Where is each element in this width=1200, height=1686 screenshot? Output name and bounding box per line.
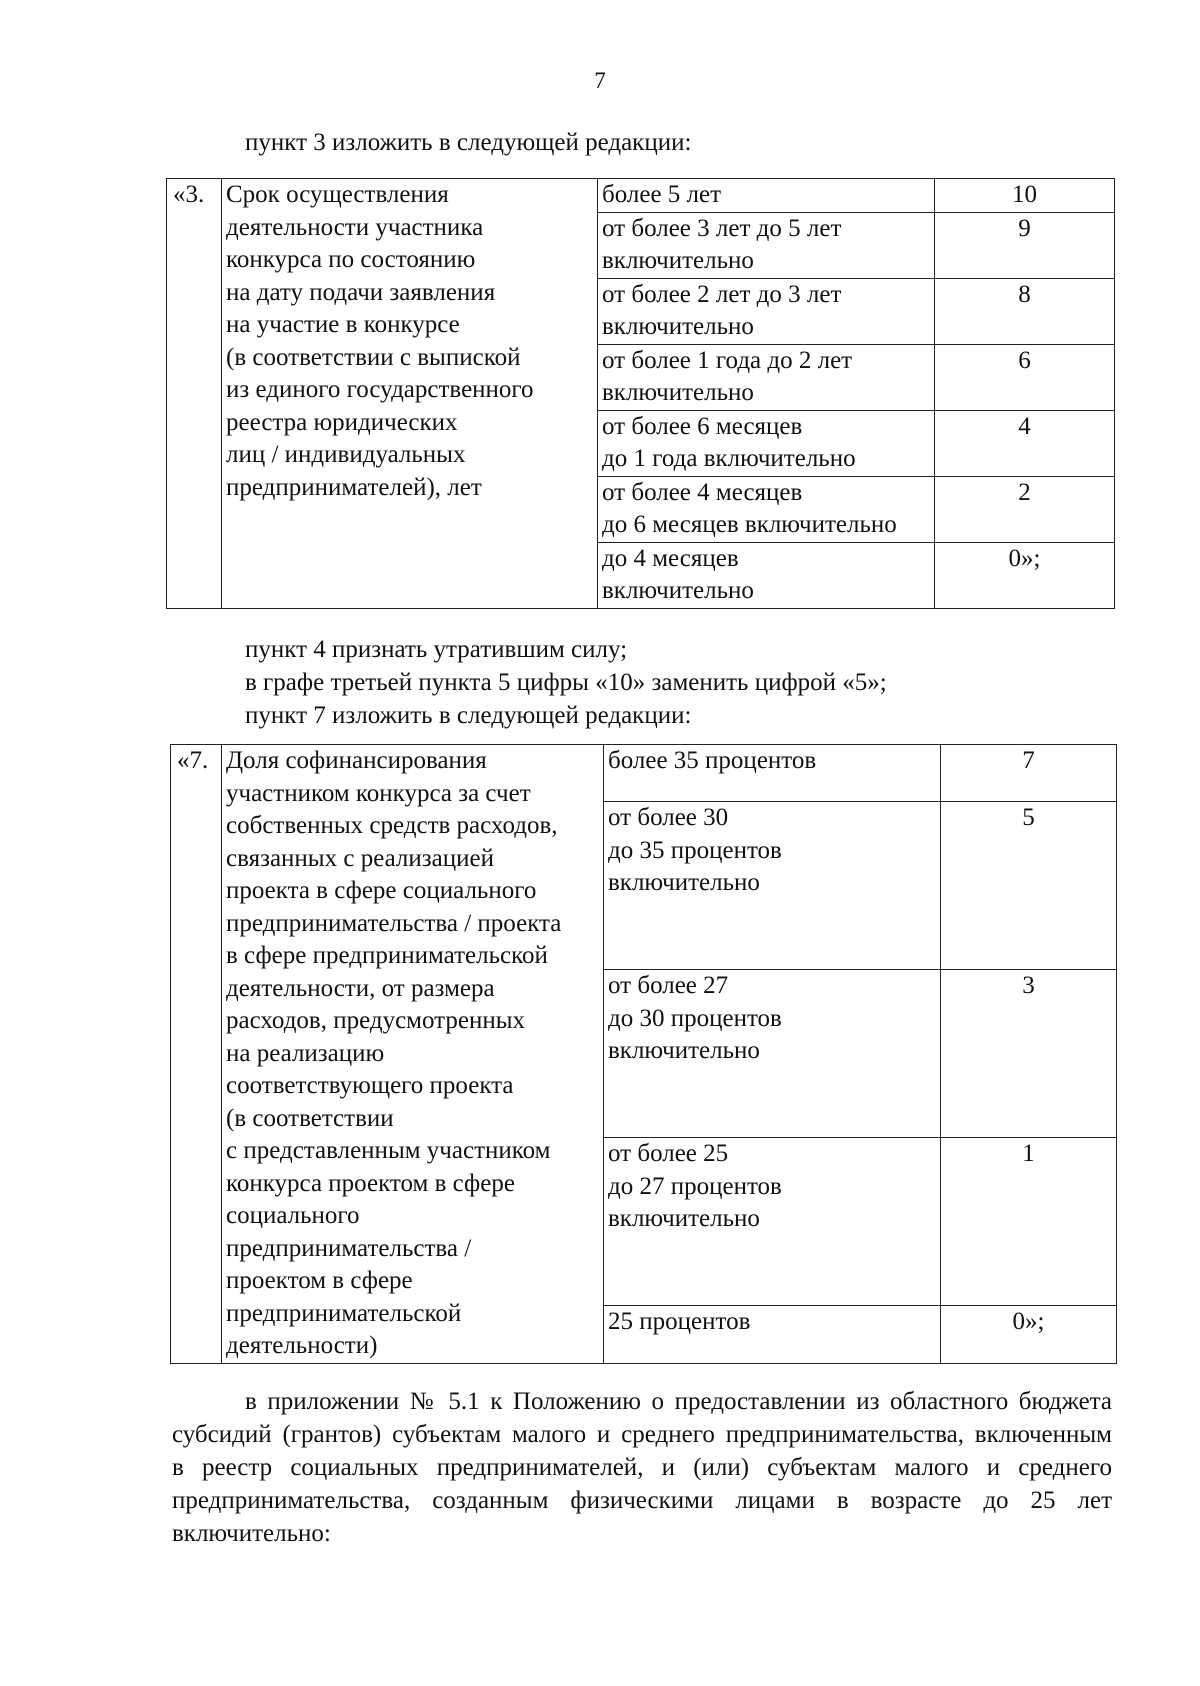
criterion-line: участником конкурса за счет [226, 779, 531, 807]
condition-cell [598, 542, 935, 608]
criterion-line: на реализацию [226, 1039, 385, 1067]
condition-cell [598, 212, 935, 278]
paragraph-line: пункт 7 изложить в следующей редакции: [245, 702, 692, 729]
criteria-table-item-7 [170, 744, 1117, 1364]
criterion-cell [222, 179, 598, 609]
criterion-line: деятельности) [226, 1332, 378, 1359]
criterion-line: с представленным участником [226, 1137, 551, 1164]
criterion-line: предпринимательства / [226, 1234, 472, 1262]
condition-line: от более 2 лет до 3 лет [602, 280, 842, 308]
score-cell: 9 [935, 212, 1115, 278]
final-paragraph [172, 1385, 1112, 1550]
condition-line: включительно [608, 1037, 760, 1065]
table-row [171, 745, 1117, 802]
criterion-line: соответствующего проекта [226, 1072, 514, 1099]
condition-cell [598, 344, 935, 410]
condition-line: до 6 месяцев включительно [602, 511, 897, 538]
condition-cell [598, 179, 935, 213]
intro-paragraph: пункт 3 изложить в следующей редакции: [245, 129, 692, 156]
condition-line: более 5 лет [602, 181, 722, 208]
criterion-line: конкурса по состоянию [226, 246, 476, 273]
criterion-line: проекта в сфере социального [226, 877, 537, 904]
table-body [171, 745, 1117, 1364]
condition-line: от более 30 [608, 804, 729, 832]
table-row [167, 179, 1115, 213]
condition-line: от более 25 [608, 1140, 729, 1168]
score-cell: 2 [935, 476, 1115, 542]
paragraph-line: предпринимательства, созданным физическими лицами в возрасте до 25 лет [172, 1487, 1112, 1514]
score-cell: 10 [935, 179, 1115, 213]
condition-line: включительно [608, 869, 760, 897]
criteria-table-item-3 [166, 178, 1115, 609]
condition-cell [604, 1138, 941, 1306]
score-cell: 8 [935, 278, 1115, 344]
criterion-line: на дату подачи заявления [226, 278, 496, 306]
condition-line: до 1 года включительно [602, 445, 856, 472]
condition-line: до 27 процентов [608, 1172, 782, 1200]
page-number: 7 [594, 68, 606, 93]
criterion-line: социального [226, 1202, 360, 1229]
condition-line: от более 3 лет до 5 лет [602, 214, 842, 242]
condition-line: более 35 процентов [608, 747, 817, 774]
score-cell: 6 [935, 344, 1115, 410]
condition-line: от более 1 года до 2 лет [602, 346, 853, 374]
criterion-line: предпринимателей), лет [226, 473, 482, 501]
condition-cell [598, 278, 935, 344]
condition-cell [604, 745, 941, 802]
condition-line: включительно [602, 379, 754, 406]
score-cell: 4 [935, 410, 1115, 476]
table-body [167, 179, 1115, 609]
criterion-line: проектом в сфере [226, 1267, 413, 1294]
paragraph-line: включительно: [172, 1520, 331, 1547]
score-cell: 0»; [941, 1306, 1117, 1363]
criterion-line: деятельности участника [226, 213, 484, 241]
criterion-line: Срок осуществления [226, 181, 449, 208]
criterion-line: (в соответствии [226, 1104, 394, 1132]
score-cell: 1 [941, 1138, 1117, 1306]
middle-paragraphs [245, 633, 887, 732]
paragraph-line: в приложении № 5.1 к Положению о предоставлении из областного бюджета [245, 1388, 1112, 1415]
paragraph-line: субсидий (грантов) субъектам малого и среднего предпринимательства, включенным [172, 1421, 1112, 1448]
condition-cell [604, 802, 941, 970]
criterion-line: из единого государственного [226, 376, 534, 403]
criterion-line: лиц / индивидуальных [226, 441, 466, 468]
criterion-line: реестра юридических [226, 408, 458, 436]
criterion-line: связанных с реализацией [226, 844, 494, 872]
criterion-line: деятельности, от размера [226, 974, 495, 1002]
paragraph-line: в реестр социальных предпринимателей, и (или) субъектам малого и среднего [172, 1454, 1112, 1481]
condition-line: 25 процентов [608, 1308, 751, 1336]
item-number: «7. [171, 745, 222, 1364]
score-cell: 5 [941, 802, 1117, 970]
criterion-cell [222, 745, 604, 1364]
condition-line: включительно [608, 1205, 760, 1233]
criterion-line: на участие в конкурсе [226, 311, 460, 338]
criterion-line: расходов, предусмотренных [226, 1007, 526, 1034]
condition-cell [604, 1306, 941, 1363]
paragraph-line: в графе третьей пункта 5 цифры «10» заменить цифрой «5»; [245, 669, 887, 696]
condition-line: до 35 процентов [608, 836, 782, 864]
condition-cell [598, 476, 935, 542]
item-number: «3. [167, 179, 222, 609]
criterion-line: собственных средств расходов, [226, 812, 558, 839]
condition-line: включительно [602, 313, 754, 340]
criterion-line: (в соответствии с выпиской [226, 343, 521, 371]
criterion-line: конкурса проектом в сфере [226, 1169, 515, 1197]
condition-line: до 30 процентов [608, 1004, 782, 1032]
condition-line: включительно [602, 247, 754, 274]
criterion-line: Доля софинансирования [226, 747, 487, 774]
condition-line: до 4 месяцев [602, 544, 739, 572]
score-cell: 7 [941, 745, 1117, 802]
condition-cell [598, 410, 935, 476]
condition-line: от более 4 месяцев [602, 478, 803, 506]
condition-cell [604, 970, 941, 1138]
condition-line: включительно [602, 577, 754, 604]
criterion-line: предпринимательства / проекта [226, 909, 562, 937]
score-cell: 0»; [935, 542, 1115, 608]
condition-line: от более 27 [608, 972, 729, 1000]
paragraph-line: пункт 4 признать утратившим силу; [245, 636, 628, 663]
criterion-line: предпринимательской [226, 1299, 462, 1327]
score-cell: 3 [941, 970, 1117, 1138]
condition-line: от более 6 месяцев [602, 412, 803, 440]
criterion-line: в сфере предпринимательской [226, 942, 548, 969]
